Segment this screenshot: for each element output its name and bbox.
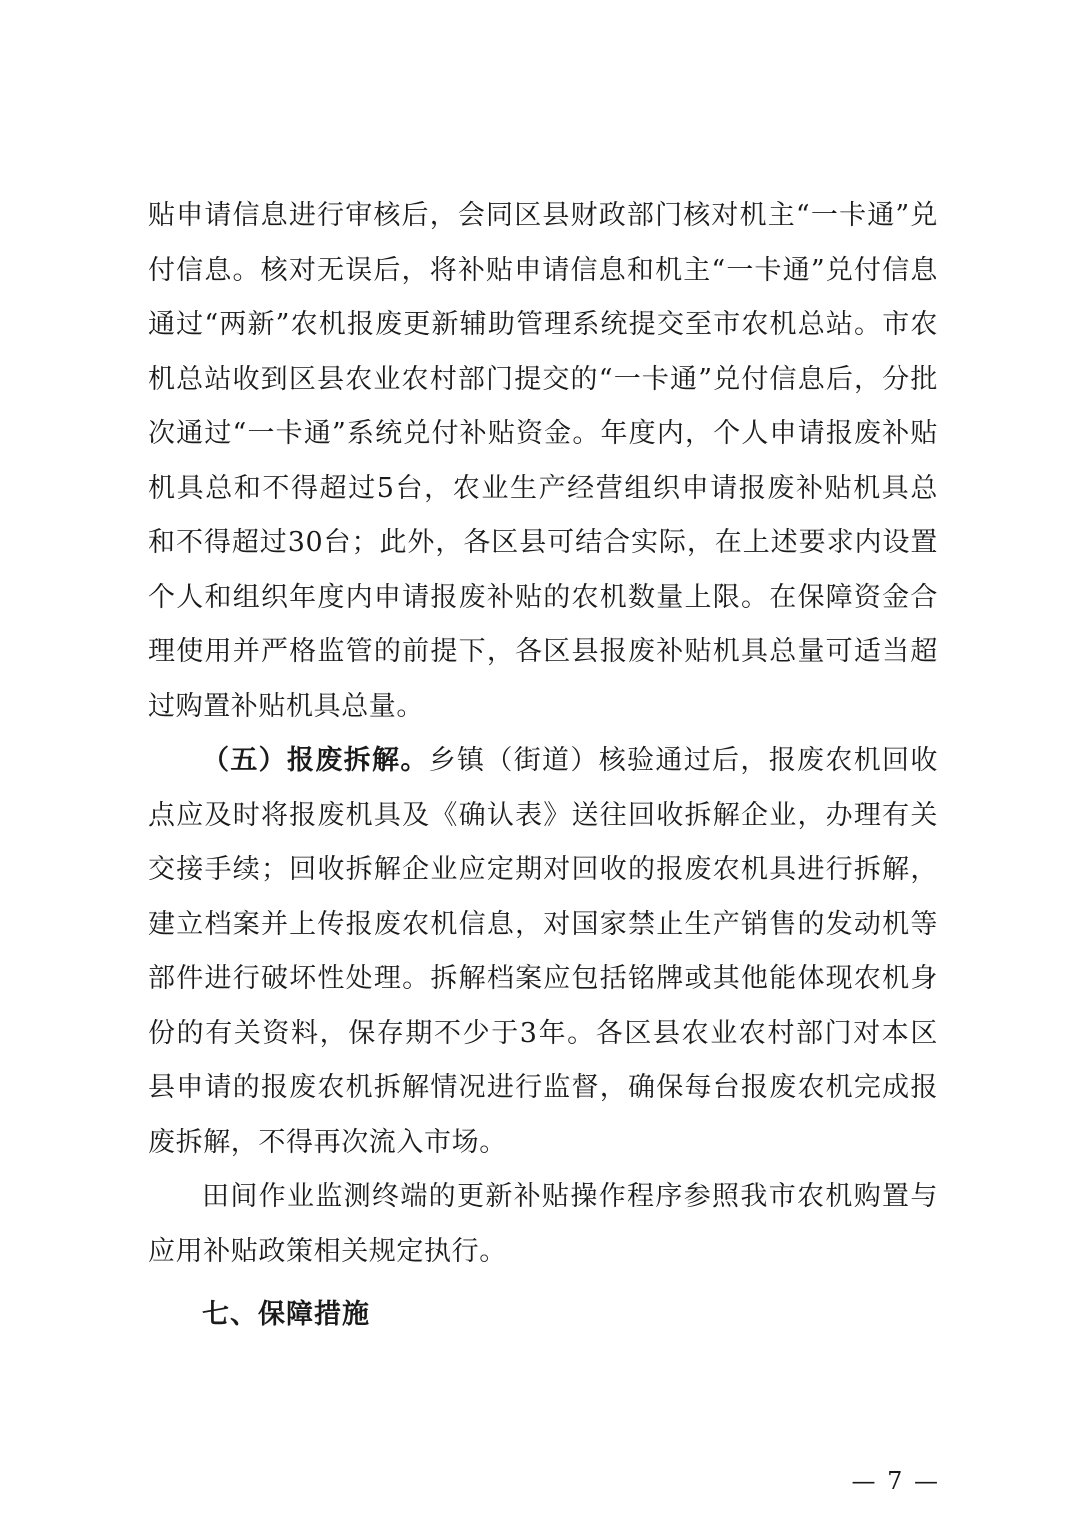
paragraph-dismantling: [148, 734, 938, 1170]
body-text: [148, 189, 938, 1279]
paragraph-lead-heading: （五）报废拆解。: [202, 745, 429, 776]
paragraph-body: 乡镇（街道）核验通过后，报废农机回收点应及时将报废机具及《确认表》送往回收拆解企业，办理有关交接手续；回收拆解企业应定期对回收的报废农机具进行拆解，建立档案并上传报废农机信息，对国家禁止生产销售的发动机等部件进行破坏性处理。拆解档案应包括铭牌或其他能体现农机身份的有关资料，保存期不少于3年。各区县农业农村部门对本区县申请的报废农机拆解情况进行监督，确保每台报废农机完成报废拆解，不得再次流入市场。: [148, 745, 938, 1158]
paragraph-terminal-subsidy: 田间作业监测终端的更新补贴操作程序参照我市农机购置与应用补贴政策相关规定执行。: [148, 1181, 938, 1267]
section-heading: 七、保障措施: [202, 1299, 370, 1330]
page-number: — 7 —: [851, 1467, 940, 1495]
paragraph-continuation: 贴申请信息进行审核后，会同区县财政部门核对机主“一卡通”兑付信息。核对无误后，将补贴申请信息和机主“一卡通”兑付信息通过“两新”农机报废更新辅助管理系统提交至市农机总站。市农机总站收到区县农业农村部门提交的“一卡通”兑付信息后，分批次通过“一卡通”系统兑付补贴资金。年度内，个人申请报废补贴机具总和不得超过5台，农业生产经营组织申请报废补贴机具总和不得超过30台；此外，各区县可结合实际，在上述要求内设置个人和组织年度内申请报废补贴的农机数量上限。在保障资金合理使用并严格监管的前提下，各区县报废补贴机具总量可适当超过购置补贴机具总量。: [148, 200, 938, 722]
